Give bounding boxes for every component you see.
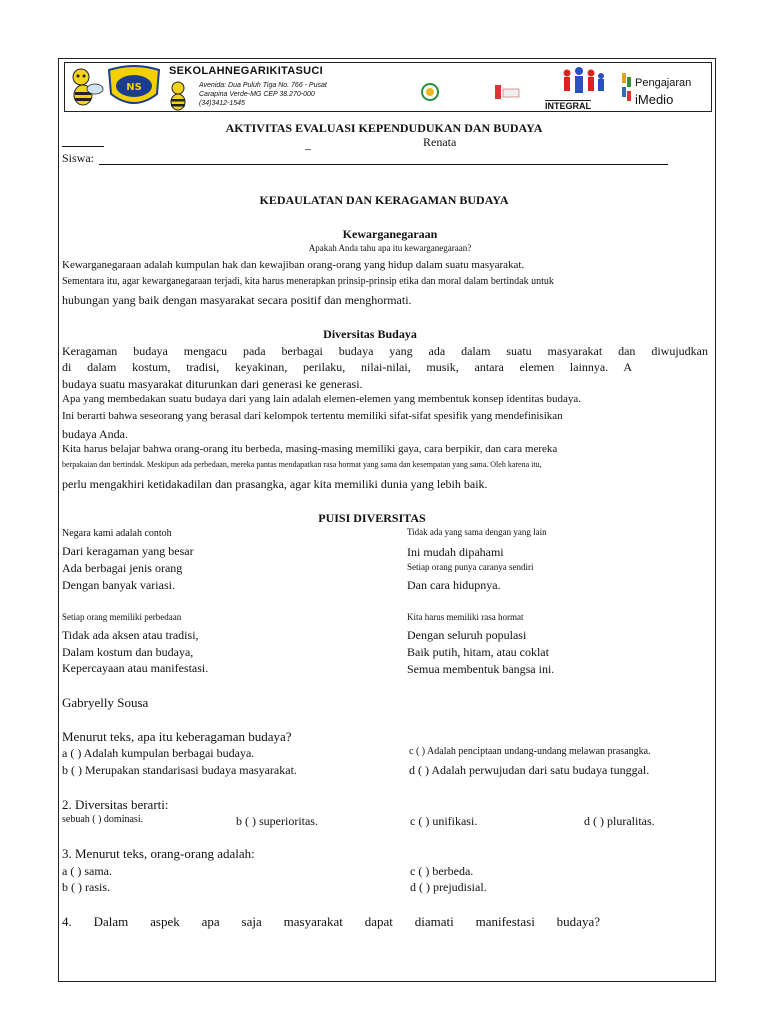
q2-option-c[interactable]: c ( ) unifikasi. bbox=[410, 814, 478, 828]
kw-paragraph-1: Kewarganegaraan adalah kumpulan hak dan kewajiban orang-orang yang hidup dalam suatu masyarakat. bbox=[62, 259, 525, 271]
bee-mascot-icon bbox=[165, 81, 191, 111]
diversitas-heading: Diversitas Budaya bbox=[323, 327, 417, 341]
poem-right-s1-line-4: Dan cara hidupnya. bbox=[407, 578, 501, 592]
db-line-3: budaya suatu masyarakat diturunkan dari generasi ke generasi. bbox=[62, 377, 363, 391]
question-3: 3. Menurut teks, orang-orang adalah: bbox=[62, 846, 255, 861]
partner-logo-icon bbox=[419, 81, 441, 103]
poem-right-s2-line-4: Semua membentuk bangsa ini. bbox=[407, 662, 555, 676]
kw-paragraph-3: hubungan yang baik dengan masyarakat secara positif dan menghormati. bbox=[62, 293, 412, 307]
question-4: 4. Dalam aspek apa saja masyarakat dapat diamati manifestasi budaya? bbox=[62, 914, 600, 929]
document-title: AKTIVITAS EVALUASI KEPENDUDUKAN DAN BUDAYA bbox=[225, 121, 543, 135]
integral-logo-icon bbox=[557, 67, 607, 99]
db-line-8: berpakaian dan bertindak. Meskipun ada perbedaan, mereka pantas mendapatkan rasa hormat yang sama dan kesempatan yang sama. Oleh karena itu, bbox=[62, 460, 542, 469]
q3-option-d[interactable]: d ( ) prejudisial. bbox=[410, 880, 487, 894]
siswa-label: Siswa: bbox=[62, 151, 95, 165]
poem-heading: PUISI DIVERSITAS bbox=[318, 511, 426, 525]
db-line-9: perlu mengakhiri ketidakadilan dan prasangka, agar kita memiliki dunia yang lebih baik. bbox=[62, 477, 488, 491]
partner-logo-icon bbox=[493, 81, 523, 103]
poem-left-s1-line-2: Dari keragaman yang besar bbox=[62, 544, 194, 558]
kewarganegaraan-question: Apakah Anda tahu apa itu kewarganegaraan? bbox=[308, 243, 472, 253]
poem-right-s1-line-1: Tidak ada yang sama dengan yang lain bbox=[407, 527, 547, 537]
imedio-logo-icon bbox=[621, 71, 633, 109]
school-address-line-1: Avenida: Dua Puluh Tiga No. 766 - Pusat bbox=[199, 82, 327, 89]
q2-option-a[interactable]: sebuah ( ) dominasi. bbox=[62, 814, 144, 825]
poem-left-s1-line-1: Negara kami adalah contoh bbox=[62, 528, 172, 539]
kw-paragraph-2: Sementara itu, agar kewarganegaraan terjadi, kita harus menerapkan prinsip-prinsip etika dan moral dalam bertindak untuk bbox=[62, 276, 554, 287]
db-line-5: Ini berarti bahwa seseorang yang berasal dari kelompok tertentu memiliki sifat-sifat spesifik yang mendefinisikan bbox=[62, 410, 563, 422]
poem-right-s1-line-3: Setiap orang punya caranya sendiri bbox=[407, 562, 534, 572]
db-line-1: Keragaman budaya mengacu pada berbagai budaya yang ada dalam suatu masyarakat dan diwujudkan bbox=[62, 344, 708, 358]
q3-option-c[interactable]: c ( ) berbeda. bbox=[410, 864, 474, 878]
q3-option-a[interactable]: a ( ) sama. bbox=[62, 864, 112, 878]
poem-left-s2-line-2: Tidak ada aksen atau tradisi, bbox=[62, 628, 199, 642]
q1-option-d[interactable]: d ( ) Adalah perwujudan dari satu budaya tunggal. bbox=[409, 763, 650, 777]
q3-option-b[interactable]: b ( ) rasis. bbox=[62, 880, 110, 894]
poem-right-s2-line-2: Dengan seluruh populasi bbox=[407, 628, 527, 642]
student-name: Renata bbox=[423, 135, 457, 149]
q2-option-b[interactable]: b ( ) superioritas. bbox=[236, 814, 318, 828]
db-line-6: budaya Anda. bbox=[62, 427, 128, 441]
poem-left-s2-line-1: Setiap orang memiliki perbedaan bbox=[62, 612, 182, 622]
poem-left-s1-line-3: Ada berbagai jenis orang bbox=[62, 561, 183, 575]
school-address-line-3: (34)3412-1545 bbox=[199, 100, 245, 107]
poem-left-s2-line-4: Kepercayaan atau manifestasi. bbox=[62, 661, 209, 675]
siswa-answer-line[interactable] bbox=[99, 164, 668, 165]
svg-text:NS: NS bbox=[126, 82, 142, 93]
school-name: SEKOLAHNEGARIKITASUCI bbox=[169, 65, 323, 77]
underscore-mark: _ bbox=[305, 137, 311, 151]
db-line-2: di dalam kostum, tradisi, keyakinan, perilaku, nilai-nilai, musik, antara elemen lainnya. A bbox=[62, 360, 632, 374]
poem-left-s2-line-3: Dalam kostum dan budaya, bbox=[62, 645, 194, 659]
poem-right-s2-line-3: Baik putih, hitam, atau coklat bbox=[407, 645, 549, 659]
q2-option-d[interactable]: d ( ) pluralitas. bbox=[584, 814, 655, 828]
db-line-4: Apa yang membedakan suatu budaya dari yang lain adalah elemen-elemen yang membentuk konsep identitas budaya. bbox=[62, 393, 581, 405]
db-line-7: Kita harus belajar bahwa orang-orang itu berbeda, masing-masing memiliki gaya, cara berpikir, dan cara mereka bbox=[62, 443, 558, 455]
q1-option-c[interactable]: c ( ) Adalah penciptaan undang-undang melawan prasangka. bbox=[409, 746, 651, 757]
pengajaran-label: Pengajaran bbox=[635, 77, 692, 89]
school-header bbox=[64, 62, 712, 112]
poem-author: Gabryelly Sousa bbox=[62, 695, 149, 710]
question-1: Menurut teks, apa itu keberagaman budaya? bbox=[62, 729, 292, 744]
integral-label: INTEGRAL bbox=[545, 101, 591, 111]
blank-line bbox=[62, 146, 104, 147]
q1-option-b[interactable]: b ( ) Merupakan standarisasi budaya masyarakat. bbox=[62, 763, 297, 777]
kewarganegaraan-heading: Kewarganegaraan bbox=[342, 227, 438, 241]
school-crest-icon bbox=[103, 64, 165, 110]
poem-right-s1-line-2: Ini mudah dipahami bbox=[407, 545, 504, 559]
q1-option-a[interactable]: a ( ) Adalah kumpulan berbagai budaya. bbox=[62, 746, 255, 760]
school-address-line-2: Carapina Verde-MG CEP 38.270-000 bbox=[199, 91, 315, 98]
poem-left-s1-line-4: Dengan banyak variasi. bbox=[62, 578, 175, 592]
question-2: 2. Diversitas berarti: bbox=[62, 797, 169, 812]
poem-right-s2-line-1: Kita harus memiliki rasa hormat bbox=[407, 612, 524, 622]
imedio-label: iMedio bbox=[635, 92, 674, 107]
main-heading: KEDAULATAN DAN KERAGAMAN BUDAYA bbox=[259, 193, 509, 207]
